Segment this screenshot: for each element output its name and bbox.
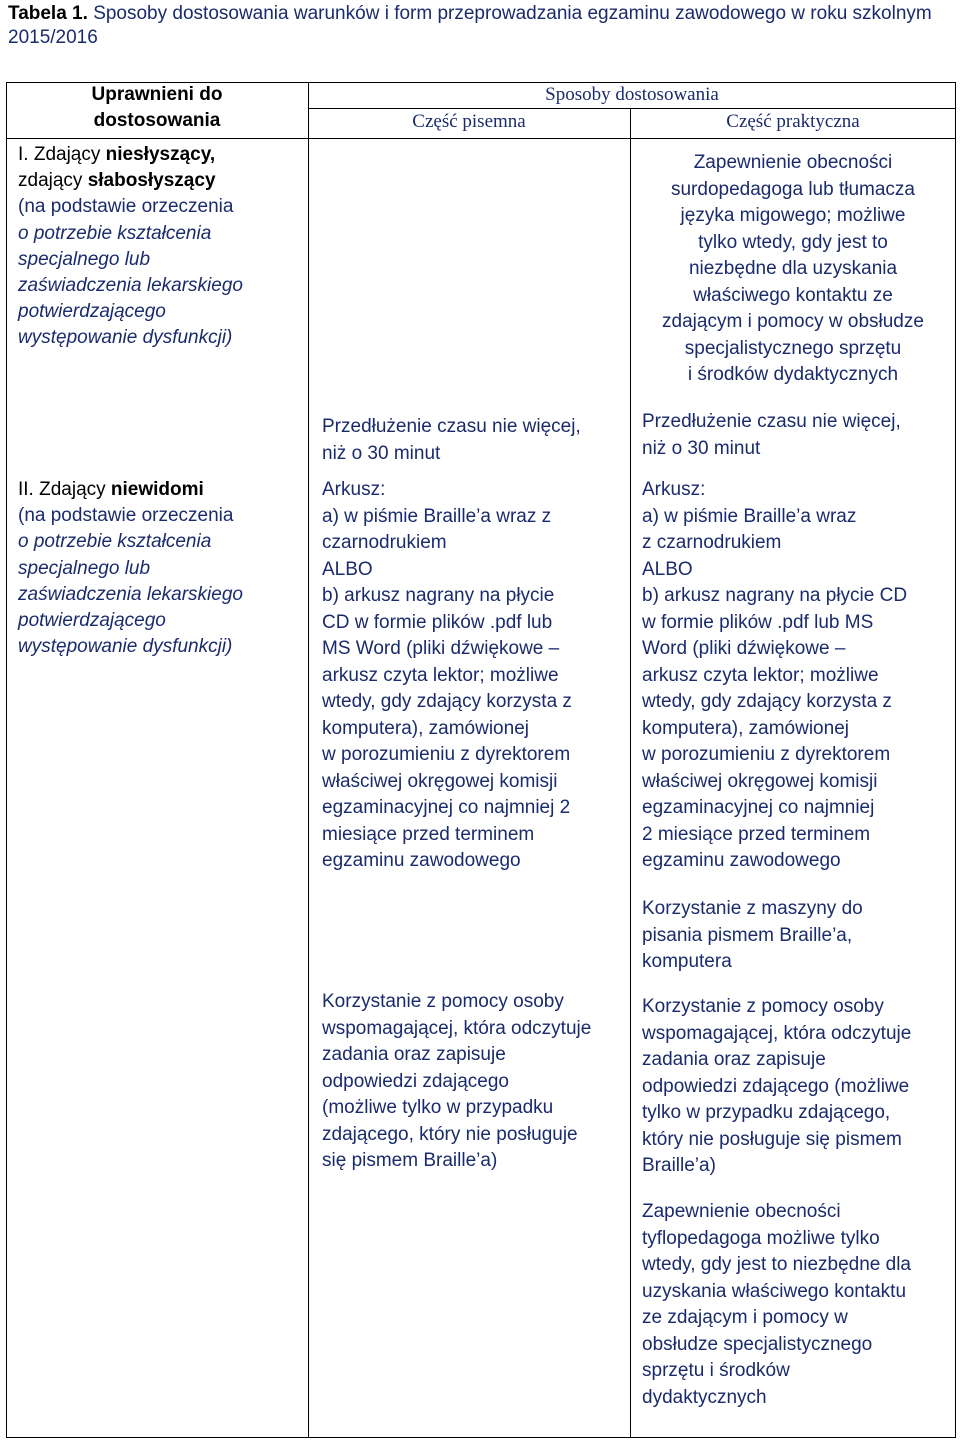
row-deaf-plain: zdający xyxy=(18,170,83,192)
row-blind-written-time: Przedłużenie czasu nie więcej, niż o 30 minut xyxy=(322,416,581,464)
row-deaf-entitled xyxy=(18,142,306,352)
row-blind-bold: niewidomi xyxy=(110,479,204,500)
row-deaf-bold-hard-of-hearing: słabosłyszący xyxy=(87,170,216,192)
row-deaf-bold-deaf: niesłyszący, xyxy=(105,144,216,165)
row-deaf-basis-italic: o potrzebie kształcenia specjalnego lub zaświadczenia lekarskiego potwierdzającego występowanie dysfunkcji) xyxy=(18,222,243,349)
header-adaptation-methods: Sposoby dostosowania xyxy=(545,84,719,105)
row-blind-practical-typhlopedagogue: Zapewnienie obecności tyflopedagoga możliwe tylko wtedy, gdy jest to niezbędne dla uzyskania właściwego kontaktu ze zdającym i pomocy w obsłudze specjalistycznego sprzętu i środków dydaktycznych xyxy=(642,1201,911,1408)
table-caption xyxy=(8,2,958,50)
row-blind-basis-italic: o potrzebie kształcenia specjalnego lub zaświadczenia lekarskiego potwierdzającego występowanie dysfunkcji) xyxy=(18,531,243,658)
row-blind-entitled xyxy=(18,477,306,660)
row-blind-written-sheet: Arkusz: a) w piśmie Braille’a wraz z czarnodrukiem ALBO b) arkusz nagrany na płycie CD w formie plików .pdf lub MS Word (pliki dźwiękowe – arkusz czyta lektor; możliwe wtedy, gdy zdający korzysta z komputera), zamówionej w porozumieniu z dyrektorem właściwej okręgowej komisji egzaminacyjnej co najmniej 2 miesiące przed terminem egzaminu zawodowego xyxy=(322,479,572,871)
column-divider-1 xyxy=(308,82,309,1438)
header-bottom-line xyxy=(6,138,956,139)
row-blind-practical-time: Przedłużenie czasu nie więcej, niż o 30 minut xyxy=(642,411,901,459)
row-blind-practical-typewriter: Korzystanie z maszyny do pisania pismem Braille’a, komputera xyxy=(642,898,863,972)
row-blind-prefix: II. Zdający xyxy=(18,479,111,500)
header-practical-part: Część praktyczna xyxy=(726,111,860,132)
row-deaf-basis: (na podstawie orzeczenia xyxy=(18,196,234,218)
header-written-part: Część pisemna xyxy=(412,111,526,132)
table-title: Sposoby dostosowania warunków i form przeprowadzania egzaminu zawodowego w roku szkolnym 2015/2016 xyxy=(8,3,932,48)
row-blind-basis: (na podstawie orzeczenia xyxy=(18,505,234,527)
row-deaf-practical-interpreter: Zapewnienie obecności surdopedagoga lub tłumacza języka migowego; możliwe tylko wtedy, gdy jest to niezbędne dla uzyskania właściwego kontaktu ze zdającym i pomocy w obsłudze specjalistycznego sprzętu i środków dydaktycznych xyxy=(662,152,924,385)
table-border-left xyxy=(6,82,7,1438)
row-blind-written-assistant: Korzystanie z pomocy osoby wspomagającej, która odczytuje zadania oraz zapisuje odpowiedzi zdającego (możliwe tylko w przypadku zdającego, który nie posługuje się pismem Braille’a) xyxy=(322,991,592,1171)
table-number: Tabela 1. xyxy=(8,3,88,24)
table-border-bottom xyxy=(6,1437,956,1438)
row-deaf-prefix: I. Zdający xyxy=(18,144,106,165)
row-blind-practical-assistant: Korzystanie z pomocy osoby wspomagającej, która odczytuje zadania oraz zapisuje odpowiedzi zdającego (możliwe tylko w przypadku zdającego, który nie posługuje się pismem Braille’a) xyxy=(642,996,912,1176)
adaptation-table xyxy=(6,82,956,1438)
header-entitled: Uprawnieni do dostosowania xyxy=(91,84,223,131)
row-blind-practical-sheet: Arkusz: a) w piśmie Braille’a wraz z czarnodrukiem ALBO b) arkusz nagrany na płycie CD w formie plików .pdf lub MS Word (pliki dźwiękowe – arkusz czyta lektor; możliwe wtedy, gdy zdający korzysta z komputera), zamówionej w porozumieniu z dyrektorem właściwej okręgowej komisji egzaminacyjnej co najmniej 2 miesiące przed terminem egzaminu zawodowego xyxy=(642,479,908,871)
